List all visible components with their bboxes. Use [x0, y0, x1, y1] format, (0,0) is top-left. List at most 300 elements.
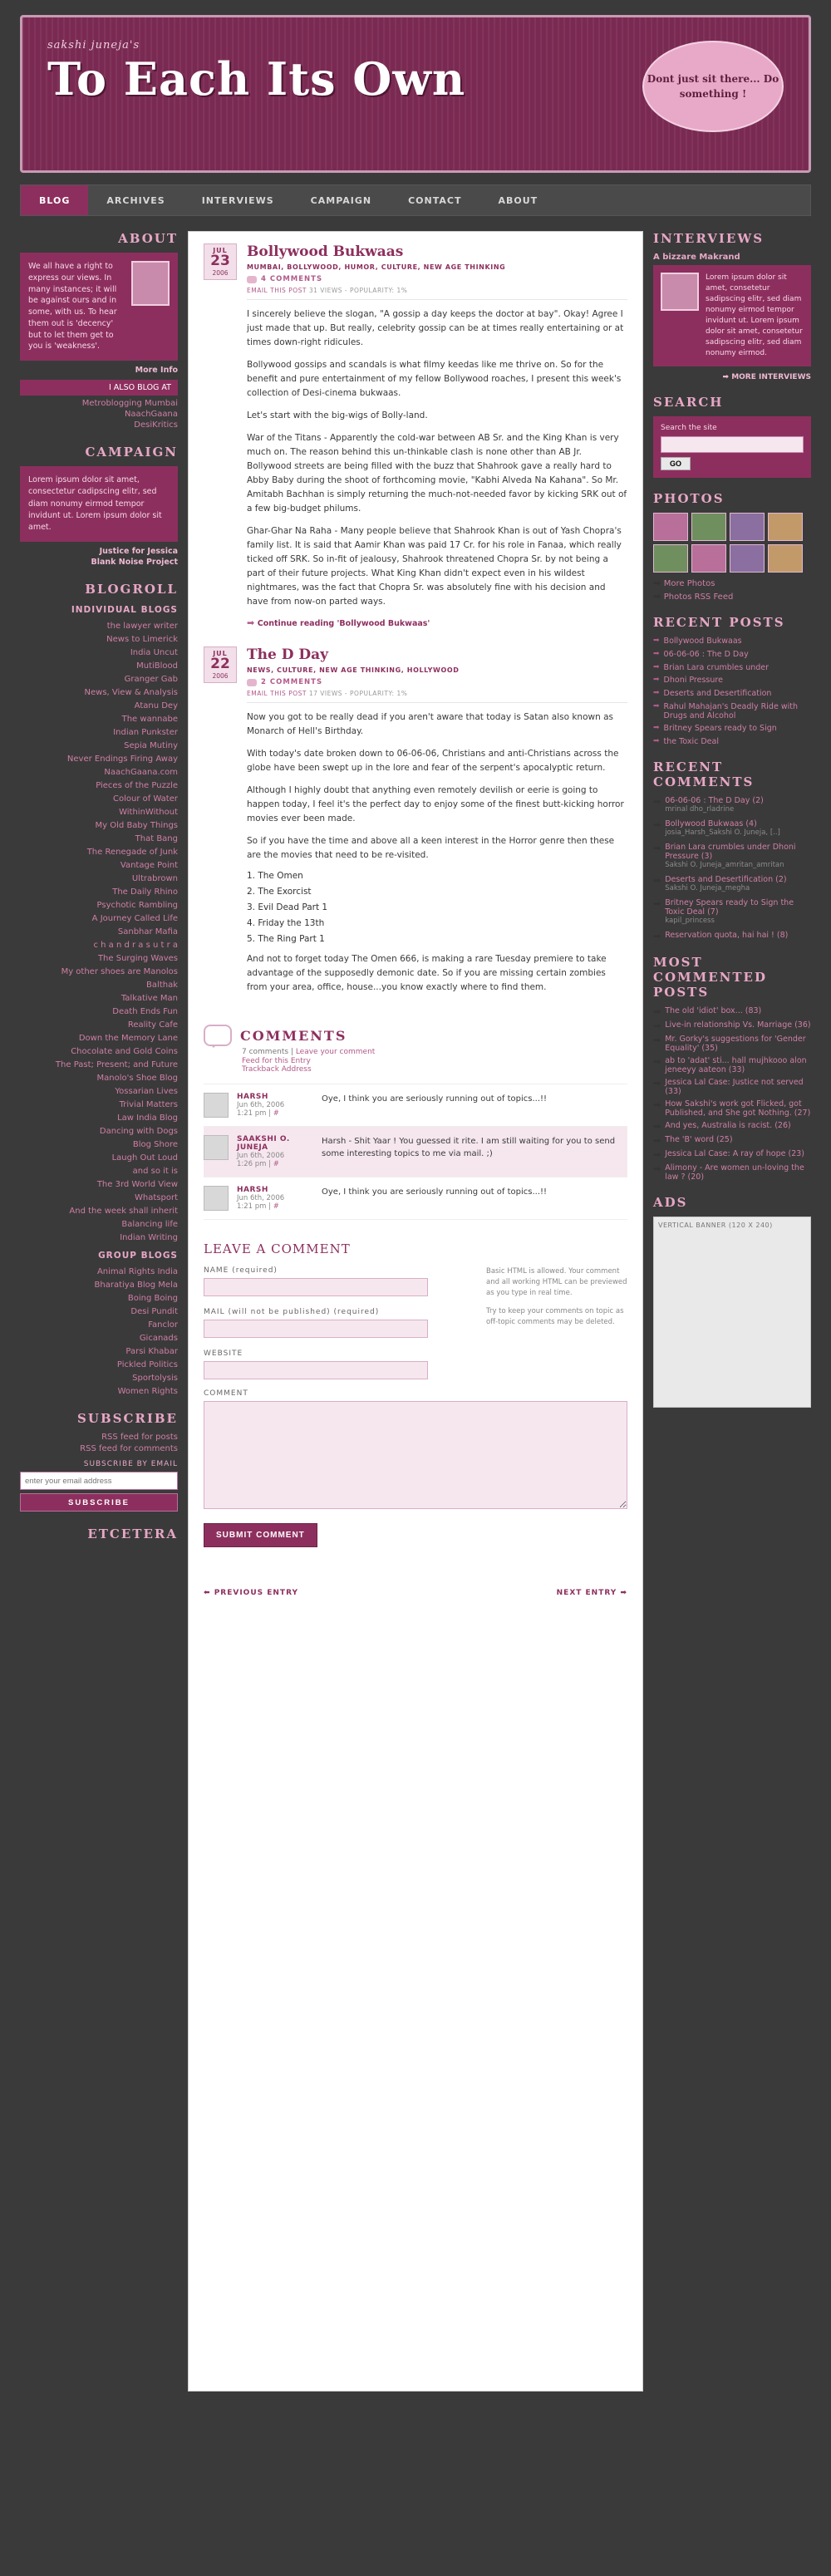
list-item — [20, 926, 178, 937]
blogroll-link-11[interactable]: Never Endings Firing Away — [66, 755, 178, 764]
post-categories[interactable]: MUMBAI, BOLLYWOOD, HUMOR, CULTURE, NEW AGE THINKING — [247, 263, 506, 271]
post2-paragraph-2: With today's date broken down to 06-06-06, Christians and anti-Christians across the globe have been swept up in the lore and fear of the serpent's apocalyptic return. — [247, 749, 619, 773]
nav-item-blog[interactable]: BLOG — [21, 185, 88, 215]
recent-post-link-7[interactable]: Britney Spears ready to Sign — [663, 723, 777, 733]
list-item — [20, 1345, 178, 1356]
most-commented-link-10[interactable]: Alimony - Are women un-loving the law ? (20) — [665, 1163, 804, 1182]
photos-rss-link[interactable]: Photos RSS Feed — [663, 592, 734, 602]
next-entry-link[interactable] — [557, 1589, 627, 1597]
list-item — [20, 1099, 178, 1109]
blogroll-link-19[interactable]: Vantage Point — [120, 861, 178, 871]
header-speech-bubble — [642, 41, 784, 132]
groupblog-link-9[interactable]: Sportolysis — [132, 1374, 178, 1384]
list-item — [653, 637, 811, 646]
comment-field-label: COMMENT — [204, 1389, 248, 1398]
blogroll-link-39[interactable]: Dancing with Dogs — [99, 1127, 178, 1137]
campaign-text: Lorem ipsum dolor sit amet, consectetur cadipscing elitr, sed diam nonumy eirmod tempor invidunt ut. Lorem ipsum dolor sit amet. — [28, 475, 162, 533]
comment-field[interactable] — [204, 1401, 627, 1509]
recent-comment-link-1[interactable]: 06-06-06 : The D Day (2) — [665, 796, 764, 806]
blogroll-group-label: GROUP BLOGS — [98, 1251, 178, 1261]
photo-thumbnail[interactable] — [653, 544, 688, 573]
most-commented-link-5[interactable]: Jessica Lal Case: Justice not served (33) — [665, 1078, 804, 1097]
blogroll-link-37[interactable]: Trivial Matters — [119, 1100, 178, 1110]
list-item — [20, 859, 178, 870]
campaign-link-1[interactable]: Justice for Jessica — [99, 547, 178, 557]
bullet-icon: ➡ — [653, 1099, 661, 1111]
rss-posts-link[interactable]: RSS feed for posts — [101, 1433, 178, 1443]
continue-arrow-icon: ➡ — [247, 617, 255, 628]
blogroll-link-2[interactable]: News to Limerick — [106, 635, 178, 645]
subscribe-button[interactable]: SUBSCRIBE — [20, 1493, 178, 1512]
recent-post-link-3[interactable]: Brian Lara crumbles under — [663, 662, 770, 672]
blogroll-link-44[interactable]: Whatsport — [135, 1193, 178, 1203]
post-date-day-2: 22 — [210, 656, 230, 672]
movie-list — [247, 871, 627, 944]
comment-date-2: Jun 6th, 2006 — [237, 1152, 285, 1160]
main-content — [188, 231, 643, 2392]
list-item — [653, 724, 811, 734]
photo-thumbnail[interactable] — [691, 544, 726, 573]
list-item — [653, 1121, 811, 1132]
photos-links — [653, 578, 811, 602]
bullet-icon: ➡ — [653, 1163, 661, 1175]
list-item — [653, 1006, 811, 1017]
ad-banner[interactable] — [653, 1217, 811, 1408]
blogroll-link-46[interactable]: Balancing life — [121, 1220, 178, 1230]
blogroll-link-41[interactable]: Laugh Out Loud — [111, 1153, 178, 1163]
interview-box — [653, 265, 811, 366]
arrow-icon: ➡ — [722, 373, 730, 382]
also-blog-link-3[interactable]: DesiKritics — [134, 420, 178, 430]
etcetera-title: ETCETERA — [87, 1526, 178, 1542]
photo-thumbnail[interactable] — [768, 544, 803, 573]
most-commented-link-7[interactable]: And yes, Australia is racist. (26) — [665, 1121, 791, 1131]
blogroll-link-45[interactable]: And the week shall inherit — [69, 1207, 178, 1217]
recent-comment-item — [653, 843, 811, 869]
most-commented-link-9[interactable]: Jessica Lal Case: A ray of hope (23) — [665, 1149, 805, 1159]
previous-entry-label: PREVIOUS ENTRY — [214, 1589, 299, 1597]
comment-author-2: SAAKSHI O. JUNEJA — [237, 1135, 290, 1152]
blogroll-link-10[interactable]: Sepia Mutiny — [124, 741, 178, 751]
list-item — [20, 779, 178, 790]
most-commented-link-1[interactable]: The old 'idiot' box... (83) — [665, 1006, 762, 1016]
list-item — [20, 1059, 178, 1069]
list-item — [653, 702, 811, 720]
list-item — [20, 1319, 178, 1330]
avatar — [204, 1135, 229, 1160]
also-blog-link-1[interactable]: Metroblogging Mumbai — [81, 399, 178, 409]
comments-feed-links — [242, 1057, 627, 1074]
right-arrow-icon: ➡ — [620, 1589, 627, 1597]
site-header — [20, 15, 811, 173]
post-date-month-2: JUL — [213, 650, 228, 657]
post-categories-2[interactable]: NEWS, CULTURE, NEW AGE THINKING, HOLLYWOOD — [247, 666, 460, 674]
blogroll-link-15[interactable]: WithinWithout — [119, 808, 178, 818]
subscribe-email-input[interactable] — [20, 1472, 178, 1490]
comment-permalink-2[interactable]: # — [273, 1160, 279, 1168]
blogroll-link-36[interactable]: Yossarian Lives — [115, 1087, 178, 1097]
nav-item-campaign[interactable]: CAMPAIGN — [310, 194, 372, 206]
comments-heading: COMMENTS — [240, 1027, 347, 1044]
ad-placeholder-label: VERTICAL BANNER (120 X 240) — [658, 1222, 773, 1230]
comment-time-3: 1:21 pm — [237, 1202, 267, 1211]
list-item — [20, 833, 178, 843]
mail-field-label: MAIL (will not be published) (required) — [204, 1308, 380, 1316]
list-item — [20, 1359, 178, 1369]
list-item — [20, 700, 178, 710]
rss-comments-link[interactable]: RSS feed for comments — [80, 1444, 178, 1454]
list-item — [653, 1163, 811, 1182]
more-interviews-label: MORE INTERVIEWS — [731, 373, 811, 382]
continue-reading-link[interactable]: Continue reading 'Bollywood Bukwaas' — [257, 619, 430, 628]
recent-comment-link-2[interactable]: Bollywood Bukwaas (4) — [665, 819, 757, 829]
list-item — [20, 1205, 178, 1216]
list-item — [20, 912, 178, 923]
entry-feed-link[interactable]: Feed for this Entry — [242, 1057, 311, 1065]
post-title[interactable]: Bollywood Bukwaas — [247, 243, 404, 260]
bullet-icon: ➡ — [653, 796, 661, 808]
list-item — [653, 1149, 811, 1160]
post-date-year: 2006 — [212, 268, 229, 277]
list-item — [20, 686, 178, 697]
blogroll-link-20[interactable]: Ultrabrown — [131, 874, 178, 884]
comment-bubble-icon — [247, 276, 257, 283]
blogroll-link-12[interactable]: NaachGaana.com — [104, 768, 178, 778]
bullet-icon: ➡ — [653, 723, 660, 732]
blogroll-link-30[interactable]: Death Ends Fun — [112, 1007, 178, 1017]
post-body-text-2 — [247, 710, 627, 863]
subscribe-title: SUBSCRIBE — [77, 1411, 178, 1427]
post-date-day: 23 — [210, 253, 230, 269]
bullet-icon: ➡ — [653, 676, 660, 685]
recent-post-link-4[interactable]: Dhoni Pressure — [663, 676, 723, 686]
list-item — [20, 1165, 178, 1176]
recent-comment-authors-2: josia_Harsh_Sakshi O. Juneja, [..] — [665, 828, 780, 838]
list-item — [653, 1099, 811, 1118]
most-commented-list — [653, 1006, 811, 1182]
interviews-title: INTERVIEWS — [653, 231, 765, 246]
movie-item-5: 5. The Ring Part 1 — [247, 934, 325, 944]
list-item — [20, 806, 178, 817]
trackback-address-link[interactable]: Trackback Address — [242, 1065, 312, 1074]
main-nav — [20, 184, 811, 216]
comment-text-3: Oye, I think you are seriously running out of topics...!! — [322, 1187, 548, 1197]
recent-comment-item — [653, 898, 811, 925]
list-item — [20, 1231, 178, 1242]
nav-item-interviews[interactable]: INTERVIEWS — [201, 194, 274, 206]
name-field[interactable] — [204, 1278, 428, 1296]
blogroll-link-17[interactable]: That Bang — [135, 834, 178, 844]
list-item — [20, 1385, 178, 1396]
list-item — [20, 939, 178, 950]
blogroll-link-1[interactable]: the lawyer writer — [106, 622, 178, 632]
comments-count: 7 comments — [242, 1048, 289, 1056]
list-item — [20, 726, 178, 737]
post-the-d-day — [204, 646, 627, 1003]
search-title: SEARCH — [653, 395, 724, 410]
post2-paragraph-1: Now you got to be really dead if you aren't aware that today is Satan also known as Monarch of Hell's Birthday. — [247, 712, 613, 736]
groupblog-link-4[interactable]: Desi Pundit — [130, 1307, 178, 1317]
website-field[interactable] — [204, 1361, 428, 1379]
list-item — [20, 646, 178, 657]
most-commented-link-2[interactable]: Live-in relationship Vs. Marriage (36) — [665, 1020, 811, 1030]
recent-comment-item — [653, 796, 811, 814]
also-blog-link-2[interactable]: NaachGaana — [124, 410, 178, 420]
bullet-icon: ➡ — [653, 1149, 661, 1161]
list-item — [20, 633, 178, 644]
list-item — [20, 793, 178, 804]
post-meta — [247, 287, 627, 300]
blogroll-link-13[interactable]: Pieces of the Puzzle — [96, 781, 178, 791]
subscribe-email-label: SUBSCRIBE BY EMAIL — [83, 1460, 178, 1469]
search-input[interactable] — [661, 436, 804, 453]
blogroll-link-3[interactable]: India Uncut — [130, 648, 178, 658]
blogroll-link-22[interactable]: Psychotic Rambling — [96, 901, 178, 911]
recent-posts-list — [653, 637, 811, 746]
post-paragraph-3: Let's start with the big-wigs of Bolly-land. — [247, 410, 428, 420]
movie-item-1: 1. The Omen — [247, 871, 303, 881]
blogroll-link-24[interactable]: Sanbhar Mafia — [117, 927, 178, 937]
list-item — [20, 1085, 178, 1096]
post-paragraph-4: War of the Titans - Apparently the cold-war between AB Sr. and the King Khan is very much on. The reason behind this un-thinkable clash is none other than AB Jr. Bollywood streets are being filled with the buzz that Shahrook gave a really hard to Abby Baby during the shoot of forthcoming movie, "Kabhi Alveda Na Kahana". So Mr. Amitabh Bachhan is simply returning the much-not-needed favor by kicking SRK out of a few big-budget philums. — [247, 433, 627, 514]
recent-comment-link-6[interactable]: Reservation quota, hai hai ! (8) — [665, 931, 789, 941]
groupblog-link-1[interactable]: Animal Rights India — [96, 1267, 178, 1277]
about-more-info-link[interactable]: More Info — [135, 366, 178, 376]
site-title: To Each Its Own — [47, 52, 466, 106]
list-item — [653, 650, 811, 660]
recent-comment-item — [653, 819, 811, 837]
list-item — [653, 676, 811, 686]
list-item — [20, 753, 178, 764]
blogroll-link-7[interactable]: Atanu Dey — [134, 701, 178, 711]
form-help-1: Basic HTML is allowed. Your comment and all working HTML can be previewed as you type in real time. — [486, 1267, 627, 1297]
blogroll-link-26[interactable]: The Surging Waves — [97, 954, 178, 964]
nav-item-archives[interactable]: ARCHIVES — [106, 194, 165, 206]
avatar — [204, 1093, 229, 1118]
recent-comment-item — [653, 931, 811, 941]
recent-comment-link-5[interactable]: Britney Spears ready to Sign the Toxic Deal (7) — [665, 898, 794, 917]
campaign-title: CAMPAIGN — [85, 445, 178, 460]
bullet-icon: ➡ — [653, 898, 661, 910]
recent-comments-title: RECENT COMMENTS — [653, 760, 755, 790]
leave-your-comment-link[interactable]: Leave your comment — [295, 1048, 376, 1056]
blogroll-link-29[interactable]: Talkative Man — [120, 994, 178, 1004]
blogroll-link-32[interactable]: Down the Memory Lane — [78, 1034, 178, 1044]
recent-posts-title: RECENT POSTS — [653, 615, 785, 631]
blogroll-link-8[interactable]: The wannabe — [121, 715, 178, 725]
blogroll-link-47[interactable]: Indian Writing — [120, 1233, 178, 1243]
list-item — [20, 846, 178, 857]
bullet-icon: ➡ — [653, 736, 660, 745]
comments-summary: 7 comments | Leave your comment — [242, 1048, 376, 1056]
interview-text: Lorem ipsum dolor sit amet, consetetur sadipscing elitr, sed diam nonumy eirmod tempor invidunt ut. Lorem ipsum dolor sit amet, consetetur sadipscing elitr, sed diam nonumy eirmod. — [706, 273, 803, 358]
email-this-post-link[interactable]: EMAIL THIS POST — [247, 287, 307, 294]
blogroll-link-35[interactable]: Manolo's Shoe Blog — [96, 1074, 178, 1084]
blogroll-link-28[interactable]: Balthak — [146, 981, 178, 991]
list-item — [20, 873, 178, 883]
list-item — [20, 673, 178, 684]
list-item — [20, 886, 178, 897]
recent-post-link-2[interactable]: 06-06-06 : The D Day — [663, 650, 749, 660]
next-entry-label: NEXT ENTRY — [556, 1589, 617, 1597]
blogroll-link-6[interactable]: News, View & Analysis — [84, 688, 178, 698]
post-comment-count-2: 2 COMMENTS — [261, 678, 323, 686]
comment-permalink-1[interactable]: # — [273, 1109, 279, 1118]
list-item — [653, 1135, 811, 1146]
post-comment-count-line[interactable] — [247, 275, 627, 283]
nav-item-contact[interactable]: CONTACT — [408, 194, 462, 206]
blogroll-link-43[interactable]: The 3rd World View — [96, 1180, 178, 1190]
about-photo — [131, 261, 170, 306]
blogroll-individual-list — [20, 620, 178, 1242]
list-item — [20, 1019, 178, 1030]
list-item — [20, 819, 178, 830]
post-title-2[interactable]: The D Day — [247, 646, 329, 663]
recent-comment-link-3[interactable]: Brian Lara crumbles under Dhoni Pressure (3) — [665, 843, 796, 862]
about-box — [20, 253, 178, 361]
campaign-box — [20, 466, 178, 542]
blogroll-individual-label: INDIVIDUAL BLOGS — [71, 605, 178, 616]
list-item — [20, 660, 178, 671]
recent-post-link-8[interactable]: the Toxic Deal — [663, 736, 719, 746]
bullet-icon: ➡ — [653, 843, 661, 854]
groupblog-link-2[interactable]: Bharatiya Blog Mela — [94, 1281, 178, 1290]
post-body-text — [247, 307, 627, 609]
most-commented-link-8[interactable]: The 'B' word (25) — [665, 1135, 733, 1145]
comment-time-1: 1:21 pm — [237, 1109, 267, 1118]
recent-post-link-1[interactable]: Bollywood Bukwaas — [663, 637, 742, 646]
photo-thumbnail[interactable] — [653, 513, 688, 541]
campaign-links — [20, 547, 178, 567]
list-item — [20, 979, 178, 990]
photo-thumbnail[interactable] — [730, 513, 765, 541]
list-item — [20, 1218, 178, 1229]
blogroll-link-31[interactable]: Reality Cafe — [127, 1020, 178, 1030]
website-field-label: WEBSITE — [204, 1349, 243, 1358]
groupblog-link-5[interactable]: Fanclor — [148, 1320, 178, 1330]
list-item — [20, 899, 178, 910]
submit-comment-button[interactable]: SUBMIT COMMENT — [204, 1523, 317, 1547]
bullet-icon: ➡ — [653, 662, 660, 671]
bullet-icon: ➡ — [653, 1121, 661, 1133]
photo-thumbnail[interactable] — [768, 513, 803, 541]
most-commented-link-4[interactable]: ab to 'adat' sti... hall mujhkooo alon jeneeyy aateon (33) — [665, 1056, 807, 1075]
groupblog-link-10[interactable]: Women Rights — [117, 1387, 178, 1397]
post2-paragraph-4: So if you have the time and above all a keen interest in the Horror genre then these are the movies that need to be re-visited. — [247, 836, 615, 860]
recent-comment-authors-1: mrinal dho_rladrine — [665, 805, 735, 814]
blogroll-link-34[interactable]: The Past; Present; and Future — [55, 1060, 178, 1070]
list-item — [653, 1078, 811, 1096]
photos-grid — [653, 513, 811, 573]
recent-post-link-6[interactable]: Rahul Mahajan's Deadly Ride with Drugs and Alcohol — [663, 701, 798, 720]
blogroll-link-18[interactable]: The Renegade of Junk — [86, 848, 178, 858]
recent-comment-authors-5: kapil_princess — [665, 917, 715, 926]
blogroll-link-16[interactable]: My Old Baby Things — [95, 821, 178, 831]
nav-item-about[interactable]: ABOUT — [498, 194, 538, 206]
blogroll-link-21[interactable]: The Daily Rhino — [112, 887, 178, 897]
blogroll-link-23[interactable]: A Journey Called Life — [91, 914, 178, 924]
blogroll-link-25[interactable]: c h a n d r a s u t r a — [93, 941, 178, 951]
blogroll-link-40[interactable]: Blog Shore — [132, 1140, 178, 1150]
post2-closing-paragraph: And not to forget today The Omen 666, is making a rare Tuesday premiere to take advantage of the supposedly demonic date. So if you are missing certain zombies from your area, office, house...you know exactly where to find them. — [247, 954, 607, 992]
comment-text-1: Oye, I think you are seriously running out of topics...!! — [322, 1094, 548, 1104]
bullet-icon: ➡ — [653, 1078, 661, 1089]
list-item — [20, 1332, 178, 1343]
groupblog-link-7[interactable]: Parsi Khabar — [125, 1347, 178, 1357]
list-item — [20, 952, 178, 963]
most-commented-link-3[interactable]: Mr. Gorky's suggestions for 'Gender Equality' (35) — [665, 1035, 806, 1054]
leave-comment-title: LEAVE A COMMENT — [204, 1241, 351, 1256]
email-this-post-link-2[interactable]: EMAIL THIS POST — [247, 690, 307, 697]
list-item — [20, 992, 178, 1003]
comment-item-1: HARSH Jun 6th, 2006 1:21 pm | # Oye, I think you are seriously running out of topics...!! — [204, 1084, 627, 1127]
blogroll-link-27[interactable]: My other shoes are Manolos — [61, 967, 178, 977]
bullet-icon: ➡ — [653, 1035, 661, 1046]
post-date-badge — [204, 243, 237, 280]
name-field-label: NAME (required) — [204, 1266, 278, 1275]
post-comment-count-line-2[interactable] — [247, 678, 627, 686]
blogroll-link-4[interactable]: MutiBlood — [136, 661, 178, 671]
movie-item-3: 3. Evil Dead Part 1 — [247, 902, 328, 912]
comment-bubble-icon-2 — [247, 679, 257, 686]
blogroll-link-14[interactable]: Colour of Water — [112, 794, 178, 804]
blogroll-link-9[interactable]: Indian Punkster — [113, 728, 178, 738]
list-item — [20, 1045, 178, 1056]
blogroll-link-5[interactable]: Granger Gab — [124, 675, 178, 685]
list-item — [20, 1138, 178, 1149]
comments-header — [204, 1025, 627, 1046]
groupblog-link-6[interactable]: Gicanads — [139, 1334, 178, 1344]
groupblog-link-3[interactable]: Boing Boing — [127, 1294, 178, 1304]
post-stats-2: 17 VIEWS - POPULARITY: 1% — [308, 690, 408, 697]
most-commented-title: MOST COMMENTED POSTS — [653, 955, 767, 1000]
list-item — [20, 620, 178, 631]
bullet-icon: ➡ — [653, 578, 661, 589]
blogroll-link-42[interactable]: and so it is — [132, 1167, 178, 1177]
bullet-icon: ➡ — [653, 1020, 661, 1032]
bullet-icon: ➡ — [653, 591, 661, 602]
photo-thumbnail[interactable] — [691, 513, 726, 541]
more-interviews-link[interactable] — [723, 373, 811, 381]
blogroll-link-38[interactable]: Law India Blog — [117, 1113, 178, 1123]
recent-post-link-5[interactable]: Deserts and Desertification — [663, 689, 772, 699]
mail-field[interactable] — [204, 1320, 428, 1338]
list-item — [20, 1112, 178, 1123]
most-commented-link-6[interactable]: How Sakshi's work got Flicked, got Published, and She got Nothing. (27) — [665, 1099, 811, 1118]
list-item — [653, 1056, 811, 1074]
list-item — [20, 1292, 178, 1303]
post-date-year-2: 2006 — [212, 671, 229, 680]
list-item — [20, 1152, 178, 1163]
comment-permalink-3[interactable]: # — [273, 1202, 279, 1211]
bullet-icon: ➡ — [653, 650, 660, 659]
comment-author-1: HARSH — [237, 1093, 268, 1101]
recent-comment-link-4[interactable]: Deserts and Desertification (2) — [665, 875, 787, 885]
list-item — [20, 1279, 178, 1290]
comment-date-3: Jun 6th, 2006 — [237, 1194, 285, 1202]
blogroll-link-33[interactable]: Chocolate and Gold Coins — [71, 1047, 178, 1057]
list-item — [20, 1032, 178, 1043]
previous-entry-link[interactable] — [204, 1589, 298, 1597]
photo-thumbnail[interactable] — [730, 544, 765, 573]
search-go-button[interactable]: GO — [661, 457, 691, 470]
more-photos-link[interactable]: More Photos — [663, 579, 715, 589]
comment-date-1: Jun 6th, 2006 — [237, 1101, 285, 1109]
groupblog-link-8[interactable]: Pickled Politics — [116, 1360, 178, 1370]
also-blog-links — [20, 399, 178, 430]
campaign-link-2[interactable]: Blank Noise Project — [91, 558, 178, 568]
interview-subtitle: A bizzare Makrand — [653, 253, 740, 262]
